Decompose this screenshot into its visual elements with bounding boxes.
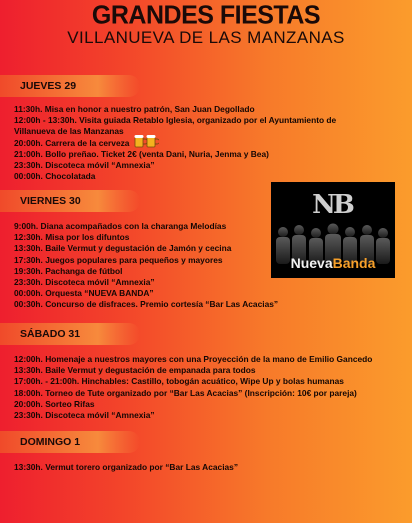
list-item: 21:00h. Bollo preñao. Ticket 2€ (venta Dani, Nuria, Jenma y Bea): [14, 148, 269, 159]
day-header-domingo: DOMINGO 1: [0, 431, 140, 453]
list-item: 12:00h - 13:30h. Visita guiada Retablo Iglesia, organizado por el Ayuntamiento de: [14, 115, 337, 126]
page-title: GRANDES FIESTAS: [91, 0, 321, 30]
list-item: 23:30h. Discoteca móvil “Amnexia”: [14, 277, 155, 288]
page-subtitle: VILLANUEVA DE LAS MANZANAS: [67, 28, 345, 47]
day-list-jueves: [14, 104, 336, 182]
band-logo: NB: [312, 190, 352, 220]
band-photo-image: [271, 182, 395, 278]
day-header-viernes: VIERNES 30: [0, 190, 140, 212]
day-list-viernes: [14, 221, 278, 311]
list-item: 00:00h. Orquesta “NUEVA BANDA”: [14, 288, 154, 299]
day-list-sabado: [14, 354, 372, 421]
list-item: 00:30h. Concurso de disfraces. Premio cortesía “Bar Las Acacias”: [14, 299, 279, 310]
list-item: 12:30h. Misa por los difuntos: [14, 232, 130, 243]
list-item: Villanueva de las Manzanas: [14, 126, 124, 137]
band-name: [271, 254, 395, 272]
list-item: 13:30h. Vermut torero organizado por “Bar Las Acacias”: [14, 462, 239, 472]
list-item: [14, 138, 336, 149]
list-item: 11:30h. Misa en honor a nuestro patrón, San Juan Degollado: [14, 104, 255, 114]
list-item: 19:30h. Pachanga de fútbol: [14, 265, 123, 276]
beer-mugs-icon: [133, 136, 159, 150]
list-item: 23:30h. Discoteca móvil “Amnexia”: [14, 410, 155, 421]
band-name-part1: Nueva: [290, 255, 333, 271]
list-item: 23:30h. Discoteca móvil “Amnexia”: [14, 160, 155, 170]
list-item-text: 20:00h. Carrera de la cerveza: [14, 137, 130, 148]
list-item: 17:00h. - 21:00h. Hinchables: Castillo, tobogán acuático, Wipe Up y bolas humanas: [14, 376, 344, 387]
list-item: 00:00h. Chocolatada: [14, 171, 96, 182]
list-item: 13:30h. Baile Vermut y degustación de empanada para todos: [14, 365, 256, 376]
list-item: 9:00h. Diana acompañados con la charanga Melodías: [14, 221, 227, 231]
list-item: 12:00h. Homenaje a nuestros mayores con una Proyección de la mano de Emilio Gancedo: [14, 354, 373, 364]
day-header-jueves: JUEVES 29: [0, 75, 140, 97]
list-item: 18:00h. Torneo de Tute organizado por “Bar Las Acacias” (Inscripción: 10€ por pareja): [14, 387, 357, 398]
day-list-domingo: [14, 462, 238, 473]
list-item: 20:00h. Sorteo Rifas: [14, 398, 95, 409]
list-item: 13:30h. Baile Vermut y degustación de Jamón y cecina: [14, 243, 232, 254]
list-item: 17:30h. Juegos populares para pequeños y mayores: [14, 254, 223, 265]
band-name-part2: Banda: [332, 255, 376, 271]
day-header-sabado: SÁBADO 31: [0, 323, 140, 345]
